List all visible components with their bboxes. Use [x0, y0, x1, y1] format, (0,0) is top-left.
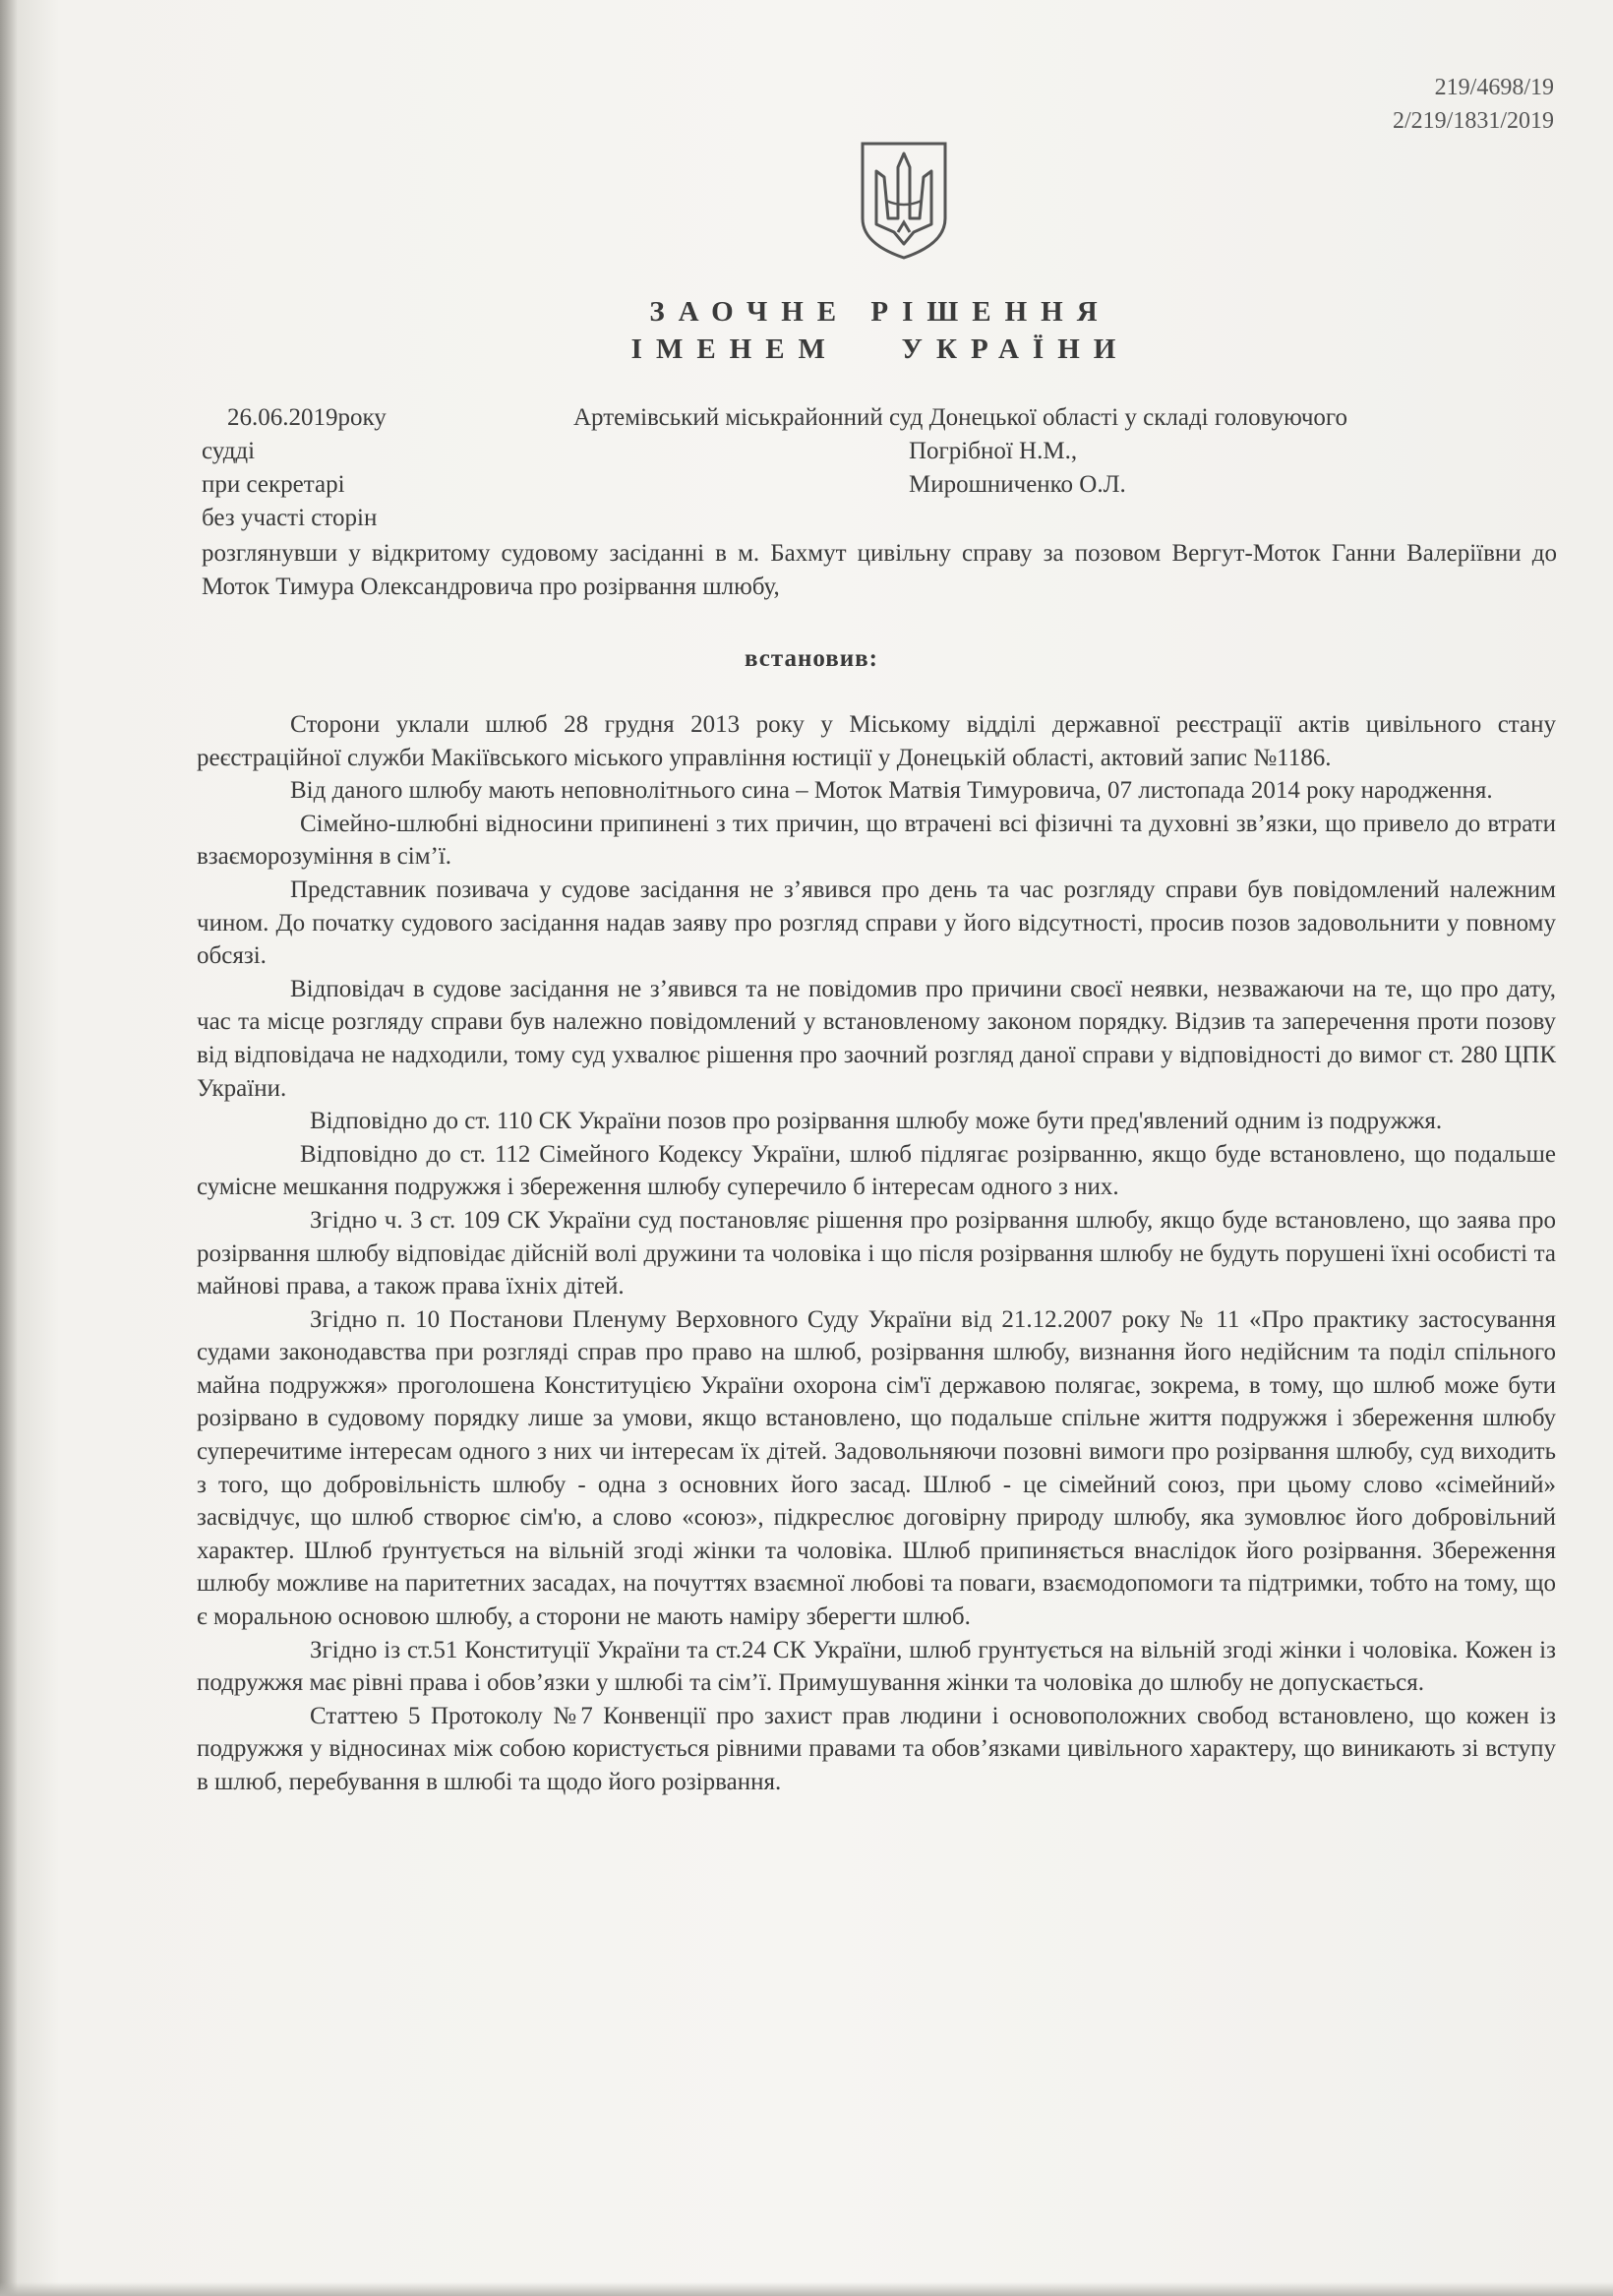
decision-date: 26.06.2019року: [227, 404, 387, 431]
secretary-label: при секретарі: [202, 471, 345, 498]
case-number-1: 219/4698/19: [1434, 75, 1554, 100]
paragraph: Згідно ч. 3 ст. 109 СК України суд постановляє рішення про розірвання шлюбу, якщо буде встановлено, що заява про розірвання шлюбу відповідає дійсній волі дружини та чоловіка і що після розірвання шлюбу не будуть порушені їхні особисті та майнові права, а також права їхніх дітей.: [197, 1206, 1556, 1300]
title-line-1: ЗАОЧНЕ РІШЕННЯ: [649, 296, 1111, 328]
header-labels: [202, 401, 387, 535]
secretary-name: Мирошниченко О.Л.: [909, 471, 1126, 498]
judge-name: Погрібної Н.М.,: [909, 438, 1078, 464]
paragraph: Відповідно до ст. 110 СК України позов про розірвання шлюбу може бути пред'явлений одним із подружжя.: [310, 1108, 1443, 1135]
judge-label: судді: [202, 438, 256, 464]
paragraph: Відповідно до ст. 112 Сімейного Кодексу України, шлюб підлягає розірванню, якщо буде встановлено, що подальше сумісне мешкання подружжя і збереження шлюбу суперечило б інтересам одного з них.: [197, 1140, 1556, 1201]
intro-paragraph: розглянувши у відкритому судовому засіданні в м. Бахмут цивільну справу за позовом Вергут-Моток Ганни Валеріївни до Моток Тимура Олександровича про розірвання шлюбу,: [202, 540, 1557, 600]
paragraph: Сторони уклали шлюб 28 грудня 2013 року у Міському відділі державної реєстрації актів цивільного стану реєстраційної служби Макіївського міського управління юстиції у Донецькій області, актовий запис №1186.: [197, 711, 1556, 771]
decision-body: [197, 708, 1556, 1799]
case-number-2: 2/219/1831/2019: [1392, 108, 1554, 134]
case-numbers: [1393, 71, 1554, 138]
coat-of-arms-icon: [857, 138, 951, 262]
court-name: Артемівський міськрайонний суд Донецької області у складі головуючого: [573, 404, 1348, 431]
paragraph: Представник позивача у судове засідання не з’явився про день та час розгляду справи був повідомлений належним чином. До початку судового засідання надав заяву про розгляд справи у його відсутності, просив позов задовольнити у повному обсязі.: [197, 876, 1556, 970]
established-heading: [0, 645, 1613, 673]
scan-bottom-shadow: [0, 2282, 1613, 2296]
paragraph: Згідно із ст.51 Конституції України та ст.24 СК України, шлюб грунтується на вільній згоді жінки і чоловіка. Кожен із подружжя має рівні права і обов’язки у шлюбі та сім’ї. Примушування жінки та чоловіка до шлюбу не допускається.: [197, 1636, 1556, 1697]
paragraph: Відповідач в судове засідання не з’явився та не повідомив про причини своєї неявки, незважаючи на те, що про дату, час та місце розгляду справи був належно повідомлений у встановленому законом порядку. Відзив та заперечення проти позову від відповідача не надходили, тому суд ухвалює рішення про заочний розгляд даної справи у відповідності до вимог ст. 280 ЦПК України.: [197, 975, 1556, 1102]
established-text: встановив:: [744, 645, 878, 672]
parties-note: без участі сторін: [202, 505, 378, 531]
title-line-2: ІМЕНЕМ УКРАЇНИ: [630, 333, 1130, 365]
paragraph: Сімейно-шлюбні відносини припинені з тих причин, що втрачені всі фізичні та духовні зв’язки, що привело до втрати взаєморозуміння в сім’ї.: [197, 810, 1556, 871]
document-title: [0, 293, 1613, 368]
paragraph: Від даного шлюбу мають неповнолітнього сина – Моток Матвія Тимуровича, 07 листопада 2014 року народження.: [290, 777, 1493, 805]
paragraph: Згідно п. 10 Постанови Пленуму Верховного Суду України від 21.12.2007 року № 11 «Про практику застосування судами законодавства при розгляді справ про право на шлюб, розірвання шлюбу, визнання його недійсним та поділ спільного майна подружжя» проголошена Конституцією України охорона сім'ї державою полягає, зокрема, в тому, що шлюб може бути розірвано в судовому порядку лише за умови, якщо встановлено, що подальше спільне життя подружжя і збереження шлюбу суперечитиме інтересам одного з них чи інтересам їх дітей. Задовольняючи позовні вимоги про розірвання шлюбу, суд виходить з того, що добровільність шлюбу - одна з основних його засад. Шлюб - це сімейний союз, при цьому слово «сімейний» засвідчує, що шлюб створює сім'ю, а слово «союз», підкреслює договірну природу шлюбу, яка зумовлює його добровільний характер. Шлюб ґрунтується на вільній згоді жінки та чоловіка. Шлюб припиняється внаслідок його розірвання. Збереження шлюбу можливе на паритетних засадах, на почуттях взаємної любові та поваги, взаємодопомоги та підтримки, тобто на тому, що є моральною основою шлюбу, а сторони не мають наміру зберегти шлюб.: [197, 1305, 1556, 1631]
paragraph: Статтею 5 Протоколу №7 Конвенції про захист прав людини і основоположних свобод встановлено, що кожен із подружжя у відносинах між собою користується рівними правами та обов’язками цивільного характеру, що виникають зі вступу в шлюб, перебування в шлюбі та щодо його розірвання.: [197, 1702, 1556, 1795]
